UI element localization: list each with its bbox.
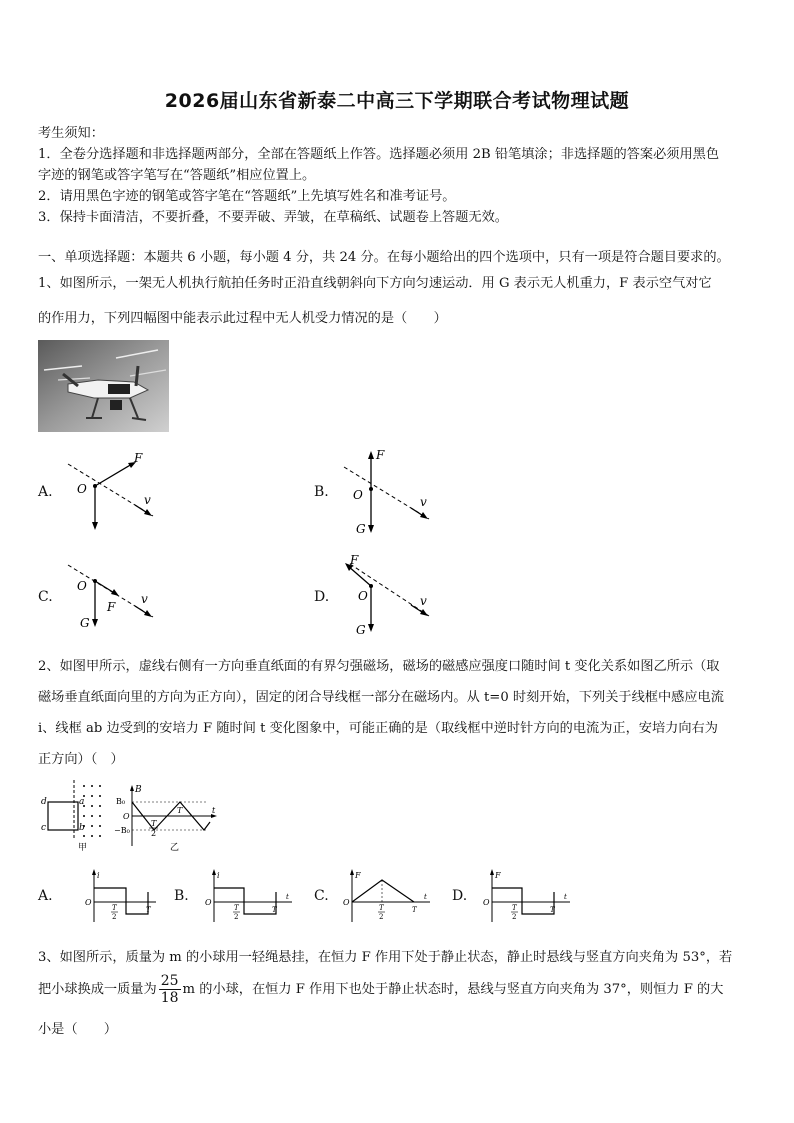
- tick-label-period: T: [550, 906, 555, 914]
- axis-label-i: i: [217, 871, 220, 880]
- q2-option-b-label: B.: [174, 888, 189, 904]
- axis-label-f: F: [495, 871, 501, 880]
- tick-label-half-period-num: T: [234, 904, 239, 912]
- tick-label-neg-b0: −B₀: [114, 826, 130, 835]
- q2-figure-jia: [38, 778, 110, 852]
- q2-stem-line4: 正方向）（ ）: [38, 752, 124, 767]
- axis-label-b: B: [135, 785, 142, 795]
- origin-label: O: [343, 898, 350, 907]
- q1-option-c-label: C.: [38, 589, 53, 605]
- gravity-label-g: G: [80, 616, 90, 630]
- tick-label-half-period-den: 2: [512, 913, 517, 921]
- q1-option-a-diagram: [60, 450, 170, 530]
- tick-label-period: T: [177, 806, 183, 815]
- gravity-label-g: G: [356, 623, 366, 637]
- page-title: 2026届山东省新泰二中高三下学期联合考试物理试题: [164, 90, 630, 112]
- notice-item: 字迹的钢笔或答字笔写在“答题纸”相应位置上。: [38, 168, 316, 183]
- tick-label-period: T: [272, 906, 277, 914]
- q3-line2-pre: 把小球换成一质量为: [38, 982, 157, 997]
- q2-option-c-label: C.: [314, 888, 329, 904]
- section-heading: 一、单项选择题：本题共 6 小题，每小题 4 分，共 24 分。在每小题给出的四个选项中，只有一项是符合题目要求的。: [38, 250, 730, 265]
- notice-item: 3．保持卡面清洁，不要折叠，不要弄破、弄皱，在草稿纸、试题卷上答题无效。: [38, 210, 508, 225]
- force-label-f: F: [107, 600, 116, 614]
- q2-option-b-graph: [196, 868, 296, 924]
- axis-label-t: t: [424, 893, 427, 901]
- tick-label-half-period-num: T: [379, 904, 384, 912]
- tick-label-half-period-den: 2: [151, 829, 157, 838]
- q2-option-a-graph: [76, 868, 160, 924]
- notice-item: 2．请用黑色字迹的钢笔或答字笔在“答题纸”上先填写姓名和准考证号。: [38, 189, 456, 204]
- q2-option-d-graph: [474, 868, 574, 924]
- q1-option-d-label: D.: [314, 589, 330, 605]
- q1-option-b-label: B.: [314, 484, 329, 500]
- drone-photo: [38, 340, 169, 432]
- axis-label-i: i: [97, 871, 100, 880]
- tick-label-half-period-den: 2: [234, 913, 239, 921]
- axis-label-t: t: [564, 893, 567, 901]
- tick-label-half-period-num: T: [151, 819, 157, 828]
- velocity-label: v: [144, 493, 151, 507]
- notice-heading: 考生须知：: [38, 126, 104, 141]
- q3-stem-line2: [38, 973, 723, 1006]
- fraction-numerator: 25: [160, 973, 179, 989]
- q2-figure-yi: [114, 782, 218, 854]
- origin-label: O: [483, 898, 490, 907]
- velocity-label: v: [141, 592, 148, 606]
- q1-option-a-label: A.: [38, 484, 53, 500]
- notice-item: 1．全卷分选择题和非选择题两部分，全部在答题纸上作答。选择题必须用 2B 铅笔填涂；非选择题的答案必须用黑色: [38, 147, 720, 162]
- origin-label: O: [353, 488, 363, 502]
- origin-label: O: [85, 898, 92, 907]
- origin-label: O: [77, 579, 87, 593]
- vertex-label-c: c: [41, 823, 47, 833]
- origin-label: O: [77, 482, 87, 496]
- q1-stem-line1: 1、如图所示，一架无人机执行航拍任务时正沿直线朝斜向下方向匀速运动．用 G 表示无人机重力，F 表示空气对它: [38, 276, 712, 291]
- tick-label-half-period-num: T: [112, 904, 117, 912]
- vertex-label-d: d: [41, 797, 47, 807]
- q3-stem-line3: 小是（ ）: [38, 1022, 118, 1037]
- q1-option-d-diagram: [336, 552, 446, 640]
- q1-stem-line2: 的作用力，下列四幅图中能表示此过程中无人机受力情况的是（ ）: [38, 311, 447, 326]
- tick-label-b0: B₀: [116, 797, 126, 806]
- origin-label: O: [358, 589, 368, 603]
- vertex-label-a: a: [79, 797, 85, 807]
- origin-label: O: [205, 898, 212, 907]
- tick-label-half-period-num: T: [512, 904, 517, 912]
- velocity-label: v: [420, 495, 427, 509]
- tick-label-period: T: [412, 906, 417, 914]
- q2-option-c-graph: [334, 868, 434, 924]
- q2-stem-line2: 磁场垂直纸面向里的方向为正方向），固定的闭合导线框一部分在磁场内。从 t=0 时刻开始，下列关于线框中感应电流: [38, 690, 724, 705]
- tick-label-half-period-den: 2: [379, 913, 384, 921]
- force-label-f: F: [350, 553, 359, 567]
- q3-line2-post: m 的小球，在恒力 F 作用下也处于静止状态时，悬线与竖直方向夹角为 37°，则恒力 F 的大: [182, 982, 724, 997]
- q2-option-d-label: D.: [452, 888, 468, 904]
- tick-label-period: T: [146, 906, 151, 914]
- q1-option-b-diagram: [336, 445, 446, 537]
- origin-label: O: [123, 812, 130, 821]
- q2-stem-line1: 2、如图甲所示，虚线右侧有一方向垂直纸面的有界匀强磁场，磁场的磁感应强度口随时间 t 变化关系如图乙所示（取: [38, 659, 720, 674]
- q2-option-a-label: A.: [38, 888, 53, 904]
- axis-label-t: t: [212, 806, 216, 815]
- fraction-denominator: 18: [160, 990, 179, 1006]
- q1-option-c-diagram: [60, 557, 170, 633]
- force-label-f: F: [134, 451, 143, 465]
- force-label-f: F: [376, 448, 385, 462]
- q2-stem-line3: i、线框 ab 边受到的安培力 F 随时间 t 变化图象中，可能正确的是（取线框中逆时针方向的电流为正，安培力向右为: [38, 721, 718, 736]
- axis-label-f: F: [355, 871, 361, 880]
- vertex-label-b: b: [79, 823, 85, 833]
- q3-stem-line1: 3、如图所示，质量为 m 的小球用一轻绳悬挂，在恒力 F 作用下处于静止状态，静止时悬线与竖直方向夹角为 53°，若: [38, 950, 733, 965]
- axis-label-t: t: [286, 893, 289, 901]
- figure-caption-jia: 甲: [78, 843, 88, 852]
- gravity-label-g: G: [356, 522, 366, 536]
- figure-caption-yi: 乙: [170, 843, 180, 853]
- velocity-label: v: [420, 594, 427, 608]
- mass-ratio-fraction: [159, 973, 181, 1006]
- tick-label-half-period-den: 2: [112, 913, 117, 921]
